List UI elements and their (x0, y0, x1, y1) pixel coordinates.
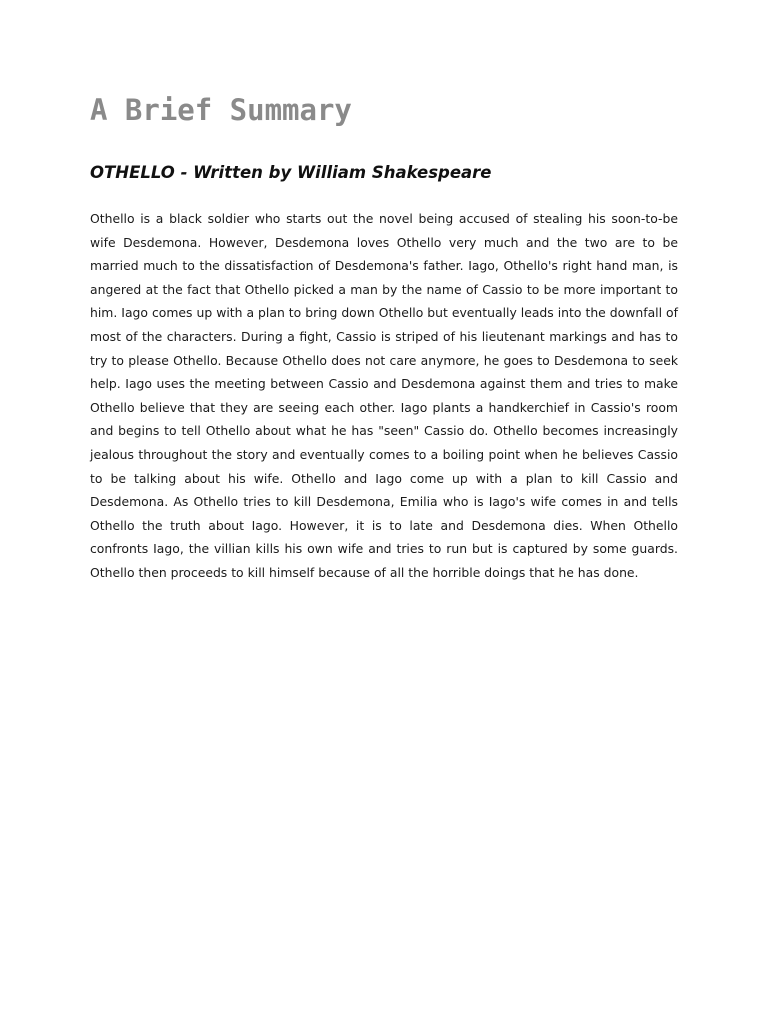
summary-paragraph: Othello is a black soldier who starts out the novel being accused of stealing his soon-to-be wife Desdemona. However, Desdemona loves Othello very much and the two are to be married much to the dissatisfaction of Desdemona's father. Iago, Othello's right hand man, is angered at the fact that Othello picked a man by the name of Cassio to be more important to him. Iago comes up with a plan to bring down Othello but eventually leads into the downfall of most of the characters. During a fight, Cassio is striped of his lieutenant markings and has to try to please Othello. Because Othello does not care anymore, he goes to Desdemona to seek help. Iago uses the meeting between Cassio and Desdemona against them and tries to make Othello believe that they are seeing each other. Iago plants a handkerchief in Cassio's room and begins to tell Othello about what he has "seen" Cassio do. Othello becomes increasingly jealous throughout the story and eventually comes to a boiling point when he believes Cassio to be talking about his wife. Othello and Iago come up with a plan to kill Cassio and Desdemona. As Othello tries to kill Desdemona, Emilia who is Iago's wife comes in and tells Othello the truth about Iago. However, it is to late and Desdemona dies. When Othello confronts Iago, the villian kills his own wife and tries to run but is captured by some guards. Othello then proceeds to kill himself because of all the horrible doings that he has done. (90, 211, 678, 580)
document-subtitle: OTHELLO - Written by William Shakespeare (90, 163, 492, 182)
document-title: A Brief Summary (90, 93, 352, 127)
